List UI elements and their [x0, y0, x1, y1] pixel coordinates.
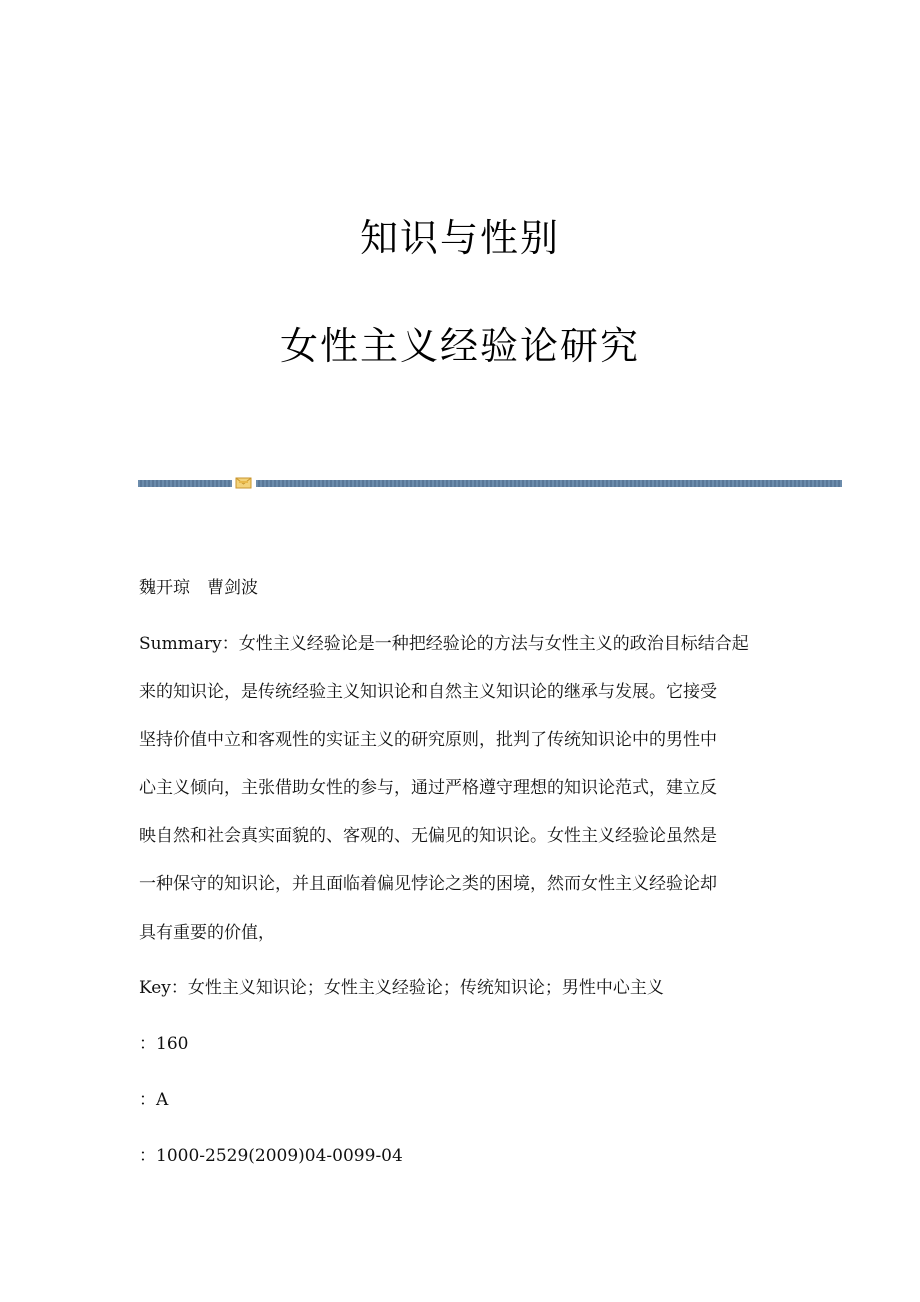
document-code-line: ：A	[139, 1090, 169, 1110]
document-subtitle: 女性主义经验论研究	[279, 324, 640, 368]
summary-line: 心主义倾向，主张借助女性的参与，通过严格遵守理想的知识论范式，建立反	[139, 778, 717, 799]
article-id-line: ：1000-2529(2009)04-0099-04	[139, 1146, 403, 1166]
envelope-ornament-icon	[235, 476, 252, 490]
divider-bar-right	[256, 480, 842, 487]
decorative-divider	[138, 476, 842, 490]
summary-paragraph	[139, 632, 784, 969]
authors-line: 魏开琼 曹剑波	[139, 578, 258, 598]
summary-line: Summary：女性主义经验论是一种把经验论的方法与女性主义的政治目标结合起	[139, 634, 749, 654]
summary-line: 来的知识论，是传统经验主义知识论和自然主义知识论的继承与发展。它接受	[139, 682, 717, 703]
summary-line: 具有重要的价值，	[139, 922, 275, 943]
summary-line: 一种保守的知识论，并且面临着偏见悖论之类的困境，然而女性主义经验论却	[139, 874, 717, 895]
divider-bar-left	[138, 480, 232, 487]
summary-line: 坚持价值中立和客观性的实证主义的研究原则，批判了传统知识论中的男性中	[139, 730, 717, 751]
clc-number-line: ：160	[139, 1034, 189, 1054]
summary-line: 映自然和社会真实面貌的、客观的、无偏见的知识论。女性主义经验论虽然是	[139, 826, 717, 847]
document-title: 知识与性别	[359, 216, 560, 260]
keywords-line: Key：女性主义知识论；女性主义经验论；传统知识论；男性中心主义	[139, 978, 664, 998]
